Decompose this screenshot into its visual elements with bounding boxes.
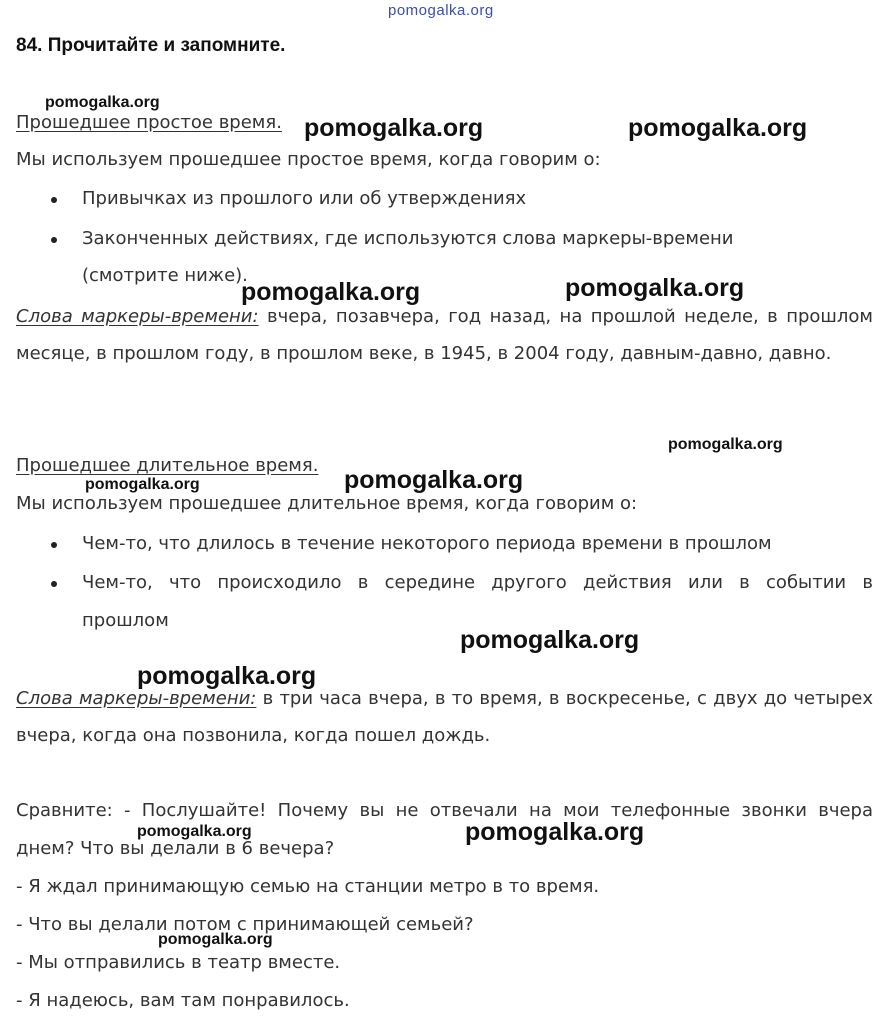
dialogue-line: днем? Что вы делали в 6 вечера? <box>16 838 335 859</box>
watermark: pomogalka.org <box>158 931 273 948</box>
watermark: pomogalka.org <box>465 818 645 846</box>
time-markers-text: в три часа вчера, в то время, в воскресенье, с двух до четырех вчера, когда она позвонила, когда пошел дождь. <box>16 688 873 746</box>
watermark: pomogalka.org <box>565 274 745 302</box>
time-markers-label: Слова маркеры-времени: <box>16 306 259 327</box>
section-intro: Мы используем прошедшее простое время, когда говорим о: <box>16 149 601 170</box>
time-markers-label: Слова маркеры-времени: <box>16 688 257 709</box>
section-heading-past-simple: Прошедшее простое время. <box>16 112 282 133</box>
watermark: pomogalka.org <box>304 114 484 142</box>
dialogue-line: - Мы отправились в театр вместе. <box>16 952 341 973</box>
watermark: pomogalka.org <box>628 114 808 142</box>
task-title: 84. Прочитайте и запомните. <box>16 35 286 56</box>
bullet-item: Чем-то, что длилось в течение некоторого периода времени в прошлом <box>82 533 772 554</box>
bullet-dot-icon <box>51 581 57 587</box>
bullet-item-continuation: прошлом <box>82 610 169 631</box>
section-heading-past-continuous: Прошедшее длительное время. <box>16 455 319 476</box>
bullet-item-continuation: (смотрите ниже). <box>82 265 248 286</box>
watermark: pomogalka.org <box>137 823 252 840</box>
dialogue-line: Сравните: - Послушайте! Почему вы не отвечали на мои телефонные звонки вчера <box>16 800 873 821</box>
watermark: pomogalka.org <box>45 94 160 111</box>
bullet-dot-icon <box>51 197 57 203</box>
time-markers-paragraph <box>16 298 873 372</box>
time-markers-text: вчера, позавчера, год назад, на прошлой неделе, в прошлом месяце, в прошлом году, в прошлом веке, в 1945, в 2004 году, давным-давно, давно. <box>16 306 873 364</box>
watermark: pomogalka.org <box>137 662 317 690</box>
bullet-dot-icon <box>51 237 57 243</box>
bullet-item: Чем-то, что происходило в середине другого действия или в событии в <box>82 572 873 593</box>
bullet-item: Законченных действиях, где используются слова маркеры-времени <box>82 228 734 249</box>
watermark: pomogalka.org <box>85 476 200 493</box>
dialogue-line: - Я ждал принимающую семью на станции метро в то время. <box>16 876 600 897</box>
dialogue-line: - Что вы делали потом с принимающей семьей? <box>16 914 474 935</box>
time-markers-paragraph <box>16 680 873 754</box>
watermark: pomogalka.org <box>344 466 524 494</box>
watermark: pomogalka.org <box>668 436 783 453</box>
watermark: pomogalka.org <box>460 626 640 654</box>
bullet-item: Привычках из прошлого или об утверждениях <box>82 188 527 209</box>
section-intro: Мы используем прошедшее длительное время, когда говорим о: <box>16 493 638 514</box>
header-url[interactable]: pomogalka.org <box>388 2 494 19</box>
dialogue-line: - Я надеюсь, вам там понравилось. <box>16 990 350 1011</box>
bullet-dot-icon <box>51 542 57 548</box>
watermark: pomogalka.org <box>241 278 421 306</box>
